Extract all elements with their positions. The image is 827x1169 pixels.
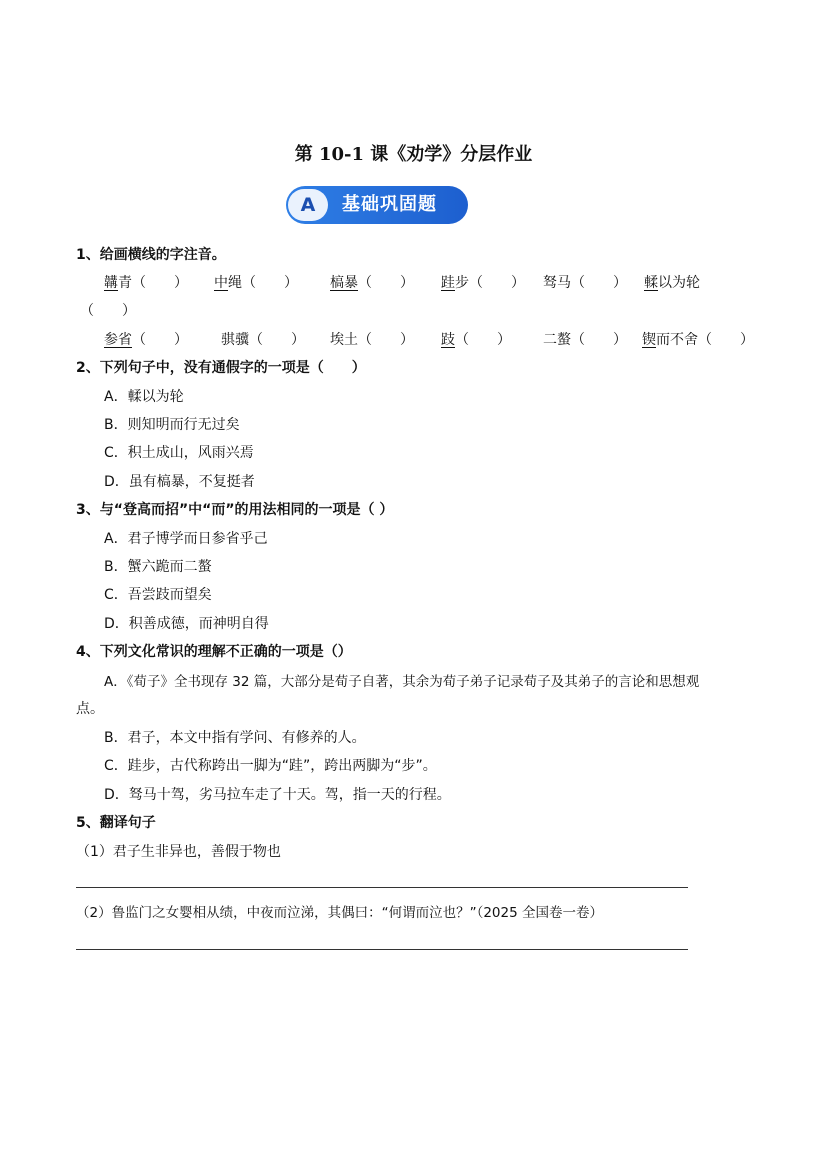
q1-item: 参省（ ） — [104, 332, 188, 348]
q5-sentence-2: （2）鲁监门之女婴相从绩，中夜而泣涕，其偶曰：“何谓而泣也？”（2025 全国卷一卷） — [76, 905, 603, 921]
badge-letter: A — [288, 189, 328, 221]
page-title: 第 10-1 课《劝学》分层作业 — [294, 144, 533, 165]
q3-option-c: C．吾尝跂而望矣 — [104, 587, 212, 603]
q3-option-a: A．君子博学而日参省乎己 — [104, 531, 268, 547]
q5-sentence-1: （1）君子生非异也，善假于物也 — [76, 844, 281, 860]
badge-text: 基础巩固题 — [342, 194, 437, 215]
q4-option-c: C．跬步，古代称跨出一脚为“跬”，跨出两脚为“步”。 — [104, 758, 437, 774]
q4-option-d: D．驽马十驾，劣马拉车走了十天。驾，指一天的行程。 — [104, 787, 451, 803]
q2-heading: 2、下列句子中，没有通假字的一项是（ ） — [76, 360, 366, 376]
section-badge — [286, 186, 468, 224]
answer-line-2[interactable] — [76, 949, 688, 950]
q1-item: 中绳（ ） — [214, 275, 298, 291]
q1-item: 埃土（ ） — [330, 332, 414, 348]
q2-option-a: A．輮以为轮 — [104, 389, 184, 405]
q3-option-b: B．蟹六跪而二螯 — [104, 559, 212, 575]
q3-heading: 3、与“登高而招”中“而”的用法相同的一项是（ ） — [76, 502, 394, 518]
q4-heading: 4、下列文化常识的理解不正确的一项是（） — [76, 644, 352, 660]
q1-item: 韝青（ ） — [104, 275, 188, 291]
q1-item: 骐骥（ ） — [221, 332, 305, 348]
answer-line-1[interactable] — [76, 887, 688, 888]
q1-item: 跂（ ） — [441, 332, 511, 348]
q4-option-b: B．君子，本文中指有学问、有修养的人。 — [104, 730, 366, 746]
q4-option-a-cont: 点。 — [76, 701, 104, 717]
q1-item: 槁暴（ ） — [330, 275, 414, 291]
q1-heading: 1、给画横线的字注音。 — [76, 247, 226, 263]
q1-item: 二螯（ ） — [543, 332, 627, 348]
q1-item: 跬步（ ） — [441, 275, 525, 291]
q4-option-a: A．《荀子》全书现存 32 篇，大部分是荀子自著，其余为荀子弟子记录荀子及其弟子的言论和思想观 — [104, 674, 700, 690]
q2-option-d: D．虽有槁暴，不复挺者 — [104, 474, 255, 490]
q1-item: 輮以为轮 — [644, 275, 700, 291]
q1-item: 锲而不舍（ ） — [642, 332, 754, 348]
q1-item-cont: （ ） — [80, 303, 136, 319]
q2-option-b: B．则知明而行无过矣 — [104, 417, 240, 433]
q3-option-d: D．积善成德，而神明自得 — [104, 616, 269, 632]
q5-heading: 5、翻译句子 — [76, 815, 156, 831]
q2-option-c: C．积土成山，风雨兴焉 — [104, 445, 254, 461]
q1-item: 驽马（ ） — [543, 275, 627, 291]
